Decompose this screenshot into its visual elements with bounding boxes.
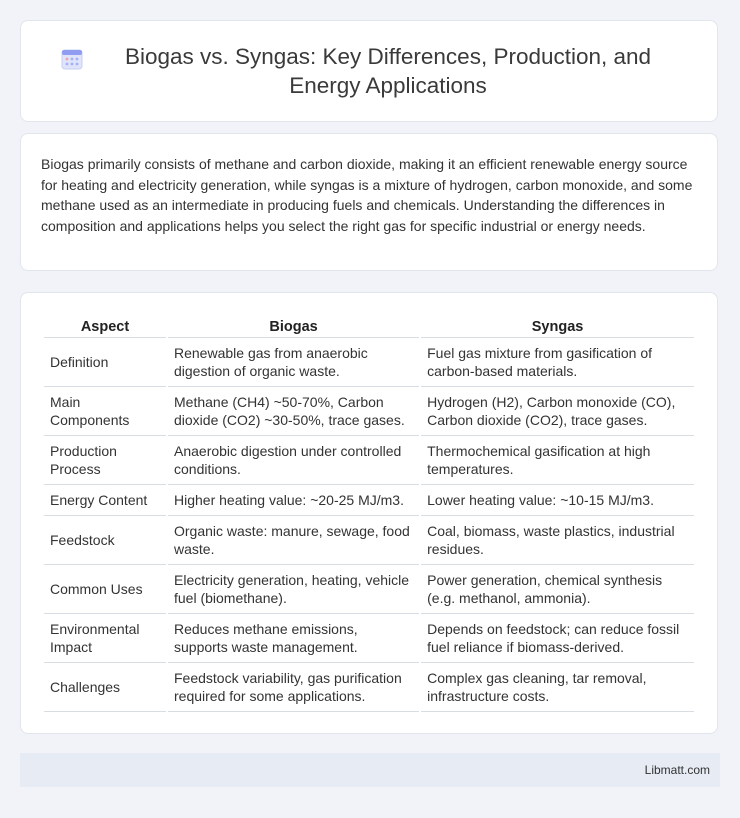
- intro-card: [20, 133, 718, 271]
- row-syngas: Lower heating value: ~10-15 MJ/m3.: [421, 485, 694, 516]
- row-biogas: Renewable gas from anaerobic digestion of organic waste.: [168, 338, 419, 387]
- row-aspect: Environmental Impact: [44, 614, 166, 663]
- title-card: [20, 20, 718, 122]
- calendar-icon: [61, 48, 83, 70]
- row-syngas: Thermochemical gasification at high temperatures.: [421, 436, 694, 485]
- row-aspect: Feedstock: [44, 516, 166, 565]
- row-syngas: Power generation, chemical synthesis (e.g. methanol, ammonia).: [421, 565, 694, 614]
- title-wrap: [21, 42, 717, 100]
- table-row: [44, 516, 694, 565]
- row-biogas: Electricity generation, heating, vehicle fuel (biomethane).: [168, 565, 419, 614]
- comparison-table: [42, 313, 696, 712]
- row-syngas: Depends on feedstock; can reduce fossil fuel reliance if biomass-derived.: [421, 614, 694, 663]
- comparison-card: [20, 292, 718, 734]
- page-title: Biogas vs. Syngas: Key Differences, Production, and Energy Applications: [124, 44, 652, 98]
- row-aspect: Definition: [44, 338, 166, 387]
- table-row: [44, 436, 694, 485]
- table-row: [44, 565, 694, 614]
- row-biogas: Reduces methane emissions, supports waste management.: [168, 614, 419, 663]
- column-header-aspect: Aspect: [44, 313, 166, 338]
- table-row: [44, 387, 694, 436]
- row-biogas: Methane (CH4) ~50-70%, Carbon dioxide (CO2) ~30-50%, trace gases.: [168, 387, 419, 436]
- row-biogas: Higher heating value: ~20-25 MJ/m3.: [168, 485, 419, 516]
- table-header-row: [44, 313, 694, 338]
- table-row: [44, 338, 694, 387]
- intro-paragraph: Biogas primarily consists of methane and carbon dioxide, making it an efficient renewable energy source for heating and electricity generation, while syngas is a mixture of hydrogen, carbon monoxide, and some methane used as an intermediate in producing fuels and chemicals. Understanding the differences in composition and applications helps you select the right gas for specific industrial or energy needs.: [41, 156, 693, 234]
- column-header-biogas: Biogas: [168, 313, 419, 338]
- row-aspect: Common Uses: [44, 565, 166, 614]
- table-row: [44, 485, 694, 516]
- row-aspect: Energy Content: [44, 485, 166, 516]
- row-aspect: Challenges: [44, 663, 166, 712]
- footer-brand[interactable]: Libmatt.com: [644, 763, 710, 777]
- table-row: [44, 614, 694, 663]
- footer-bar: [20, 753, 720, 787]
- column-header-syngas: Syngas: [421, 313, 694, 338]
- row-syngas: Coal, biomass, waste plastics, industrial residues.: [421, 516, 694, 565]
- row-aspect: Production Process: [44, 436, 166, 485]
- row-syngas: Hydrogen (H2), Carbon monoxide (CO), Carbon dioxide (CO2), trace gases.: [421, 387, 694, 436]
- row-biogas: Feedstock variability, gas purification required for some applications.: [168, 663, 419, 712]
- row-aspect: Main Components: [44, 387, 166, 436]
- row-syngas: Complex gas cleaning, tar removal, infrastructure costs.: [421, 663, 694, 712]
- row-syngas: Fuel gas mixture from gasification of carbon-based materials.: [421, 338, 694, 387]
- row-biogas: Organic waste: manure, sewage, food waste.: [168, 516, 419, 565]
- table-row: [44, 663, 694, 712]
- row-biogas: Anaerobic digestion under controlled conditions.: [168, 436, 419, 485]
